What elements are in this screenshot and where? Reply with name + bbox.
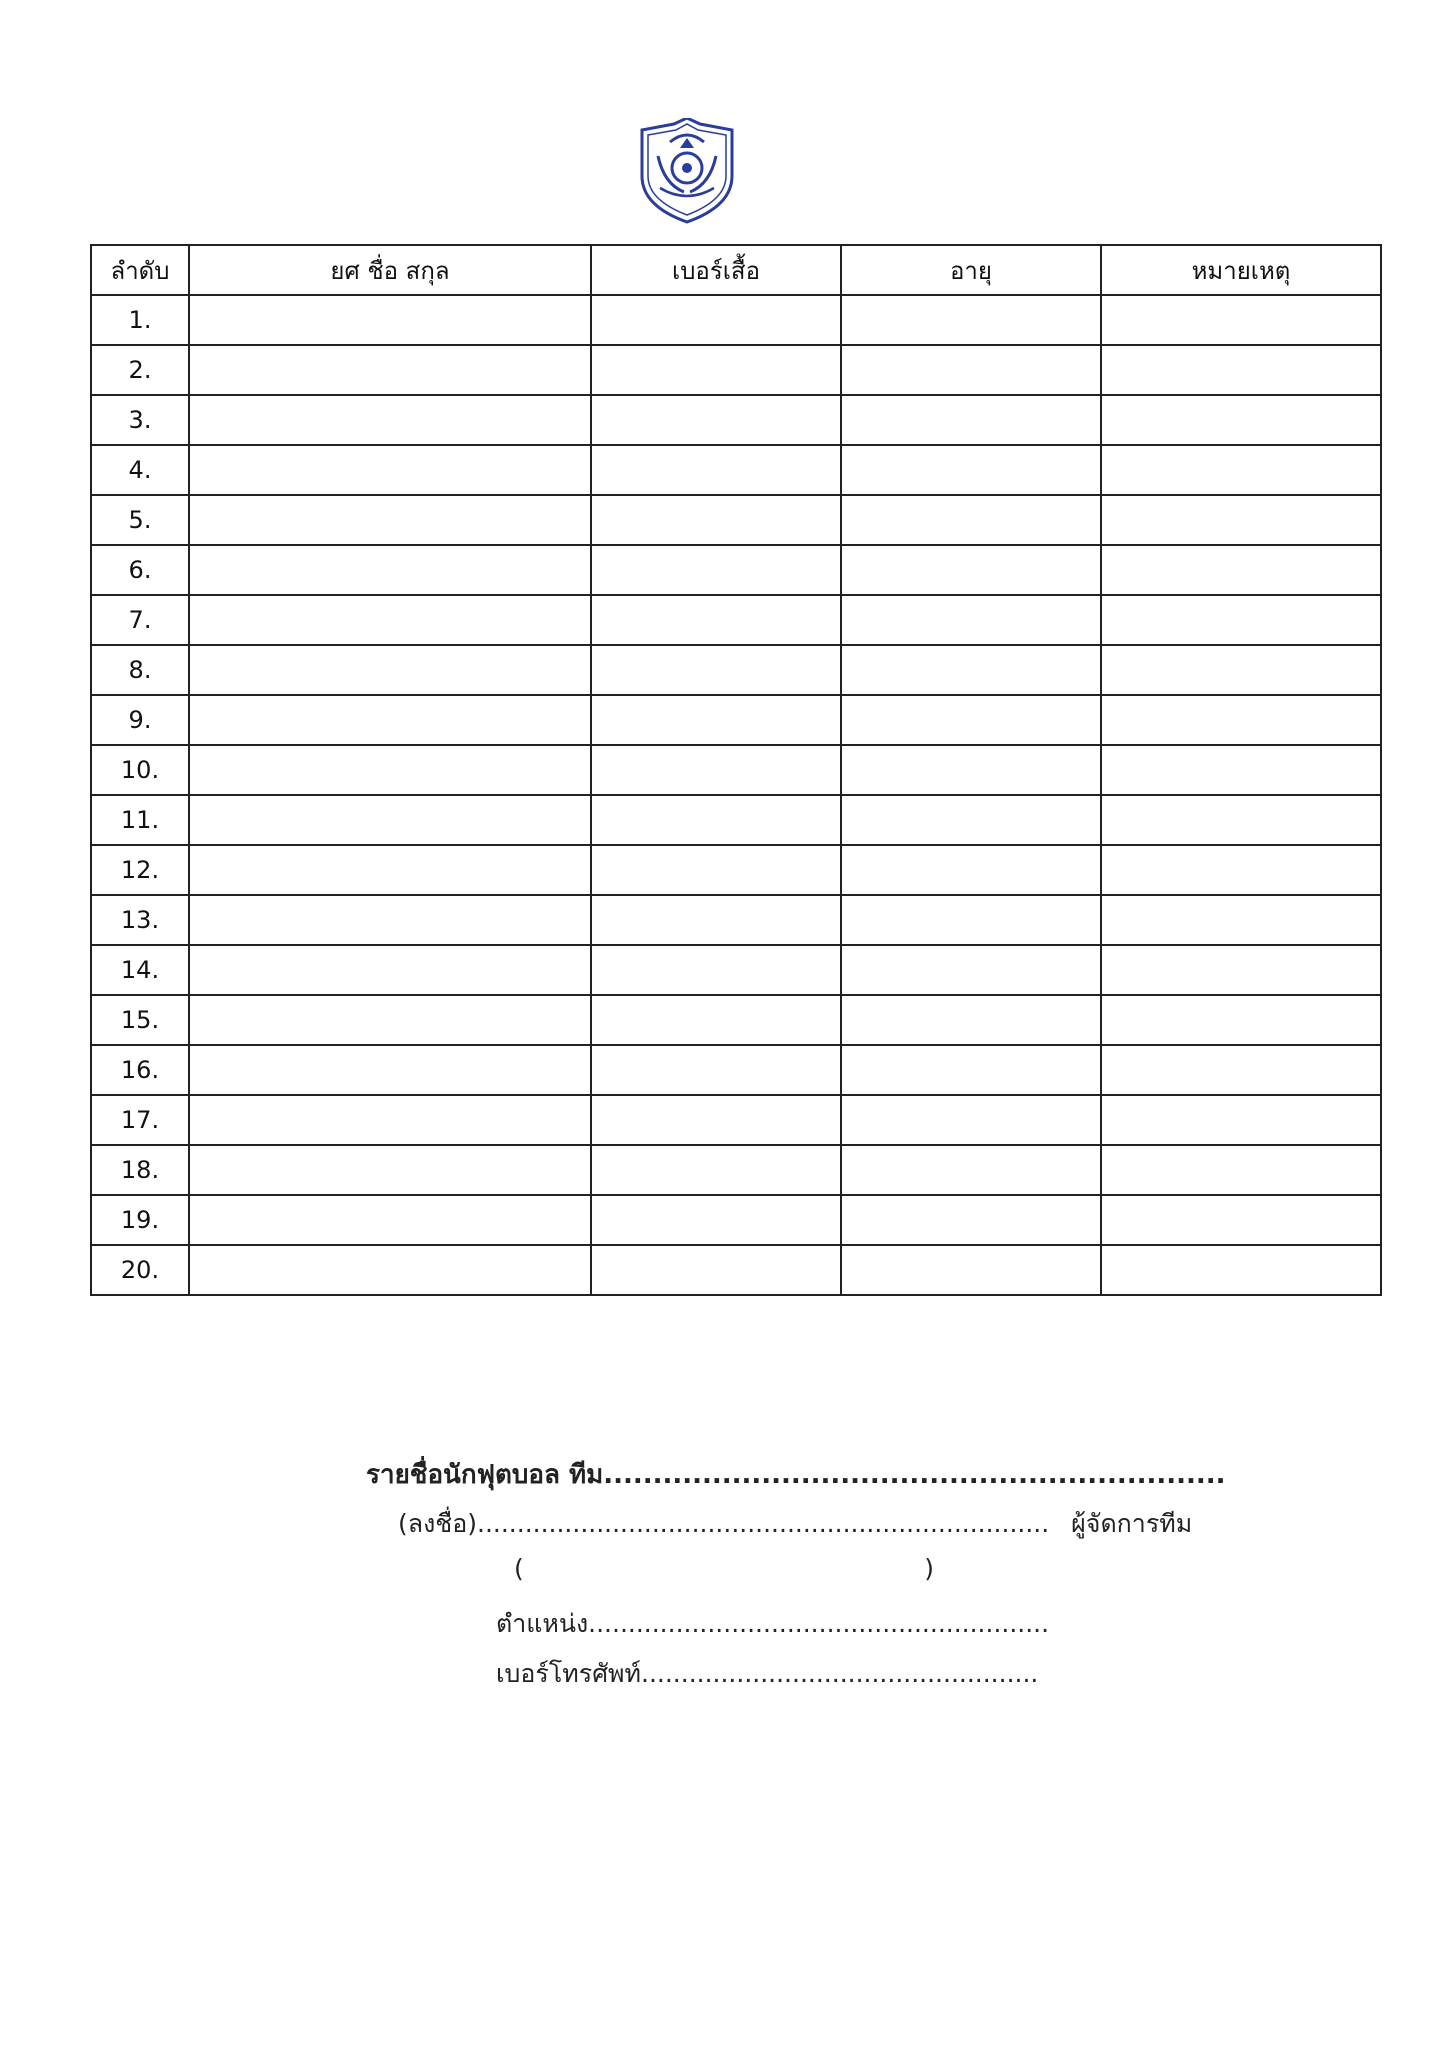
remarks-cell[interactable] xyxy=(1101,645,1381,695)
age-cell[interactable] xyxy=(841,595,1101,645)
remarks-cell[interactable] xyxy=(1101,1045,1381,1095)
table-row xyxy=(91,895,1381,945)
shirt-number-cell[interactable] xyxy=(591,795,841,845)
shirt-number-cell[interactable] xyxy=(591,895,841,945)
remarks-cell[interactable] xyxy=(1101,445,1381,495)
table-row xyxy=(91,495,1381,545)
remarks-cell[interactable] xyxy=(1101,745,1381,795)
rank-name-cell[interactable] xyxy=(189,695,591,745)
order-cell: 14. xyxy=(91,945,189,995)
police-shield-emblem-icon xyxy=(634,118,740,224)
manager-role-label: ผู้จัดการทีม xyxy=(1071,1509,1193,1538)
rank-name-cell[interactable] xyxy=(189,1045,591,1095)
police-emblem xyxy=(634,118,740,224)
shirt-number-cell[interactable] xyxy=(591,945,841,995)
remarks-cell[interactable] xyxy=(1101,1245,1381,1295)
age-cell[interactable] xyxy=(841,645,1101,695)
shirt-number-cell[interactable] xyxy=(591,1095,841,1145)
shirt-number-cell[interactable] xyxy=(591,995,841,1045)
remarks-cell[interactable] xyxy=(1101,595,1381,645)
table-row xyxy=(91,445,1381,495)
table-body xyxy=(91,295,1381,1295)
shirt-number-cell[interactable] xyxy=(591,295,841,345)
age-cell[interactable] xyxy=(841,1245,1101,1295)
rank-name-cell[interactable] xyxy=(189,295,591,345)
order-cell: 3. xyxy=(91,395,189,445)
remarks-cell[interactable] xyxy=(1101,1195,1381,1245)
rank-name-cell[interactable] xyxy=(189,395,591,445)
phone-line: เบอร์โทรศัพท์.................................................. xyxy=(496,1659,1039,1688)
shirt-number-cell[interactable] xyxy=(591,1195,841,1245)
shirt-number-cell[interactable] xyxy=(591,345,841,395)
table-row xyxy=(91,1095,1381,1145)
open-paren: ( xyxy=(514,1554,524,1583)
age-cell[interactable] xyxy=(841,1095,1101,1145)
remarks-cell[interactable] xyxy=(1101,945,1381,995)
order-cell: 18. xyxy=(91,1145,189,1195)
table-row xyxy=(91,745,1381,795)
printed-name-line xyxy=(514,1554,934,1583)
order-cell: 13. xyxy=(91,895,189,945)
age-cell[interactable] xyxy=(841,295,1101,345)
age-cell[interactable] xyxy=(841,545,1101,595)
table-row xyxy=(91,795,1381,845)
rank-name-cell[interactable] xyxy=(189,995,591,1045)
age-cell[interactable] xyxy=(841,445,1101,495)
rank-name-cell[interactable] xyxy=(189,345,591,395)
order-cell: 4. xyxy=(91,445,189,495)
order-cell: 11. xyxy=(91,795,189,845)
rank-name-cell[interactable] xyxy=(189,945,591,995)
age-cell[interactable] xyxy=(841,1045,1101,1095)
age-cell[interactable] xyxy=(841,345,1101,395)
remarks-cell[interactable] xyxy=(1101,1145,1381,1195)
rank-name-cell[interactable] xyxy=(189,1195,591,1245)
remarks-cell[interactable] xyxy=(1101,345,1381,395)
shirt-number-cell[interactable] xyxy=(591,1145,841,1195)
order-cell: 5. xyxy=(91,495,189,545)
team-name-line: รายชื่อนักฟุตบอล ทีม............................................................... xyxy=(366,1460,1226,1490)
order-cell: 17. xyxy=(91,1095,189,1145)
age-cell[interactable] xyxy=(841,945,1101,995)
age-cell[interactable] xyxy=(841,995,1101,1045)
position-line: ตำแหน่ง.......................................................... xyxy=(496,1609,1050,1638)
table-row xyxy=(91,595,1381,645)
order-cell: 2. xyxy=(91,345,189,395)
rank-name-cell[interactable] xyxy=(189,1095,591,1145)
signature-label: (ลงชื่อ)........................................................................ xyxy=(398,1509,1050,1538)
order-cell: 8. xyxy=(91,645,189,695)
rank-name-cell[interactable] xyxy=(189,845,591,895)
age-cell[interactable] xyxy=(841,395,1101,445)
table-row xyxy=(91,1145,1381,1195)
rank-name-cell[interactable] xyxy=(189,595,591,645)
table-row xyxy=(91,995,1381,1045)
shirt-number-cell[interactable] xyxy=(591,445,841,495)
rank-name-cell[interactable] xyxy=(189,645,591,695)
age-cell[interactable] xyxy=(841,495,1101,545)
table-row xyxy=(91,1245,1381,1295)
remarks-cell[interactable] xyxy=(1101,495,1381,545)
shirt-number-cell[interactable] xyxy=(591,545,841,595)
remarks-cell[interactable] xyxy=(1101,845,1381,895)
column-header-rank-name: ยศ ชื่อ สกุล xyxy=(189,245,591,295)
shirt-number-cell[interactable] xyxy=(591,645,841,695)
shirt-number-cell[interactable] xyxy=(591,695,841,745)
rank-name-cell[interactable] xyxy=(189,895,591,945)
rank-name-cell[interactable] xyxy=(189,745,591,795)
order-cell: 9. xyxy=(91,695,189,745)
table-row xyxy=(91,1045,1381,1095)
table-row xyxy=(91,695,1381,745)
order-cell: 7. xyxy=(91,595,189,645)
table-header-row xyxy=(91,245,1381,295)
age-cell[interactable] xyxy=(841,745,1101,795)
rank-name-cell[interactable] xyxy=(189,1245,591,1295)
table-row xyxy=(91,295,1381,345)
remarks-cell[interactable] xyxy=(1101,895,1381,945)
shirt-number-cell[interactable] xyxy=(591,1045,841,1095)
order-cell: 19. xyxy=(91,1195,189,1245)
table-row xyxy=(91,945,1381,995)
order-cell: 20. xyxy=(91,1245,189,1295)
remarks-cell[interactable] xyxy=(1101,995,1381,1045)
remarks-cell[interactable] xyxy=(1101,1095,1381,1145)
column-header-age: อายุ xyxy=(841,245,1101,295)
table-row xyxy=(91,845,1381,895)
remarks-cell[interactable] xyxy=(1101,795,1381,845)
rank-name-cell[interactable] xyxy=(189,445,591,495)
order-cell: 10. xyxy=(91,745,189,795)
column-header-order: ลำดับ xyxy=(91,245,189,295)
table-row xyxy=(91,395,1381,445)
age-cell[interactable] xyxy=(841,895,1101,945)
player-roster-table xyxy=(90,244,1382,1296)
age-cell[interactable] xyxy=(841,845,1101,895)
rank-name-cell[interactable] xyxy=(189,495,591,545)
rank-name-cell[interactable] xyxy=(189,1145,591,1195)
order-cell: 1. xyxy=(91,295,189,345)
shirt-number-cell[interactable] xyxy=(591,1245,841,1295)
shirt-number-cell[interactable] xyxy=(591,395,841,445)
remarks-cell[interactable] xyxy=(1101,545,1381,595)
shirt-number-cell[interactable] xyxy=(591,595,841,645)
table-row xyxy=(91,345,1381,395)
column-header-shirt-number: เบอร์เสื้อ xyxy=(591,245,841,295)
shirt-number-cell[interactable] xyxy=(591,495,841,545)
order-cell: 12. xyxy=(91,845,189,895)
rank-name-cell[interactable] xyxy=(189,545,591,595)
table-row xyxy=(91,645,1381,695)
order-cell: 6. xyxy=(91,545,189,595)
rank-name-cell[interactable] xyxy=(189,795,591,845)
order-cell: 15. xyxy=(91,995,189,1045)
age-cell[interactable] xyxy=(841,795,1101,845)
age-cell[interactable] xyxy=(841,695,1101,745)
age-cell[interactable] xyxy=(841,1145,1101,1195)
shirt-number-cell[interactable] xyxy=(591,745,841,795)
remarks-cell[interactable] xyxy=(1101,695,1381,745)
remarks-cell[interactable] xyxy=(1101,395,1381,445)
remarks-cell[interactable] xyxy=(1101,295,1381,345)
close-paren: ) xyxy=(924,1554,934,1583)
manager-signature-line xyxy=(398,1504,1192,1544)
column-header-remarks: หมายเหตุ xyxy=(1101,245,1381,295)
shirt-number-cell[interactable] xyxy=(591,845,841,895)
age-cell[interactable] xyxy=(841,1195,1101,1245)
table-row xyxy=(91,1195,1381,1245)
order-cell: 16. xyxy=(91,1045,189,1095)
table-row xyxy=(91,545,1381,595)
